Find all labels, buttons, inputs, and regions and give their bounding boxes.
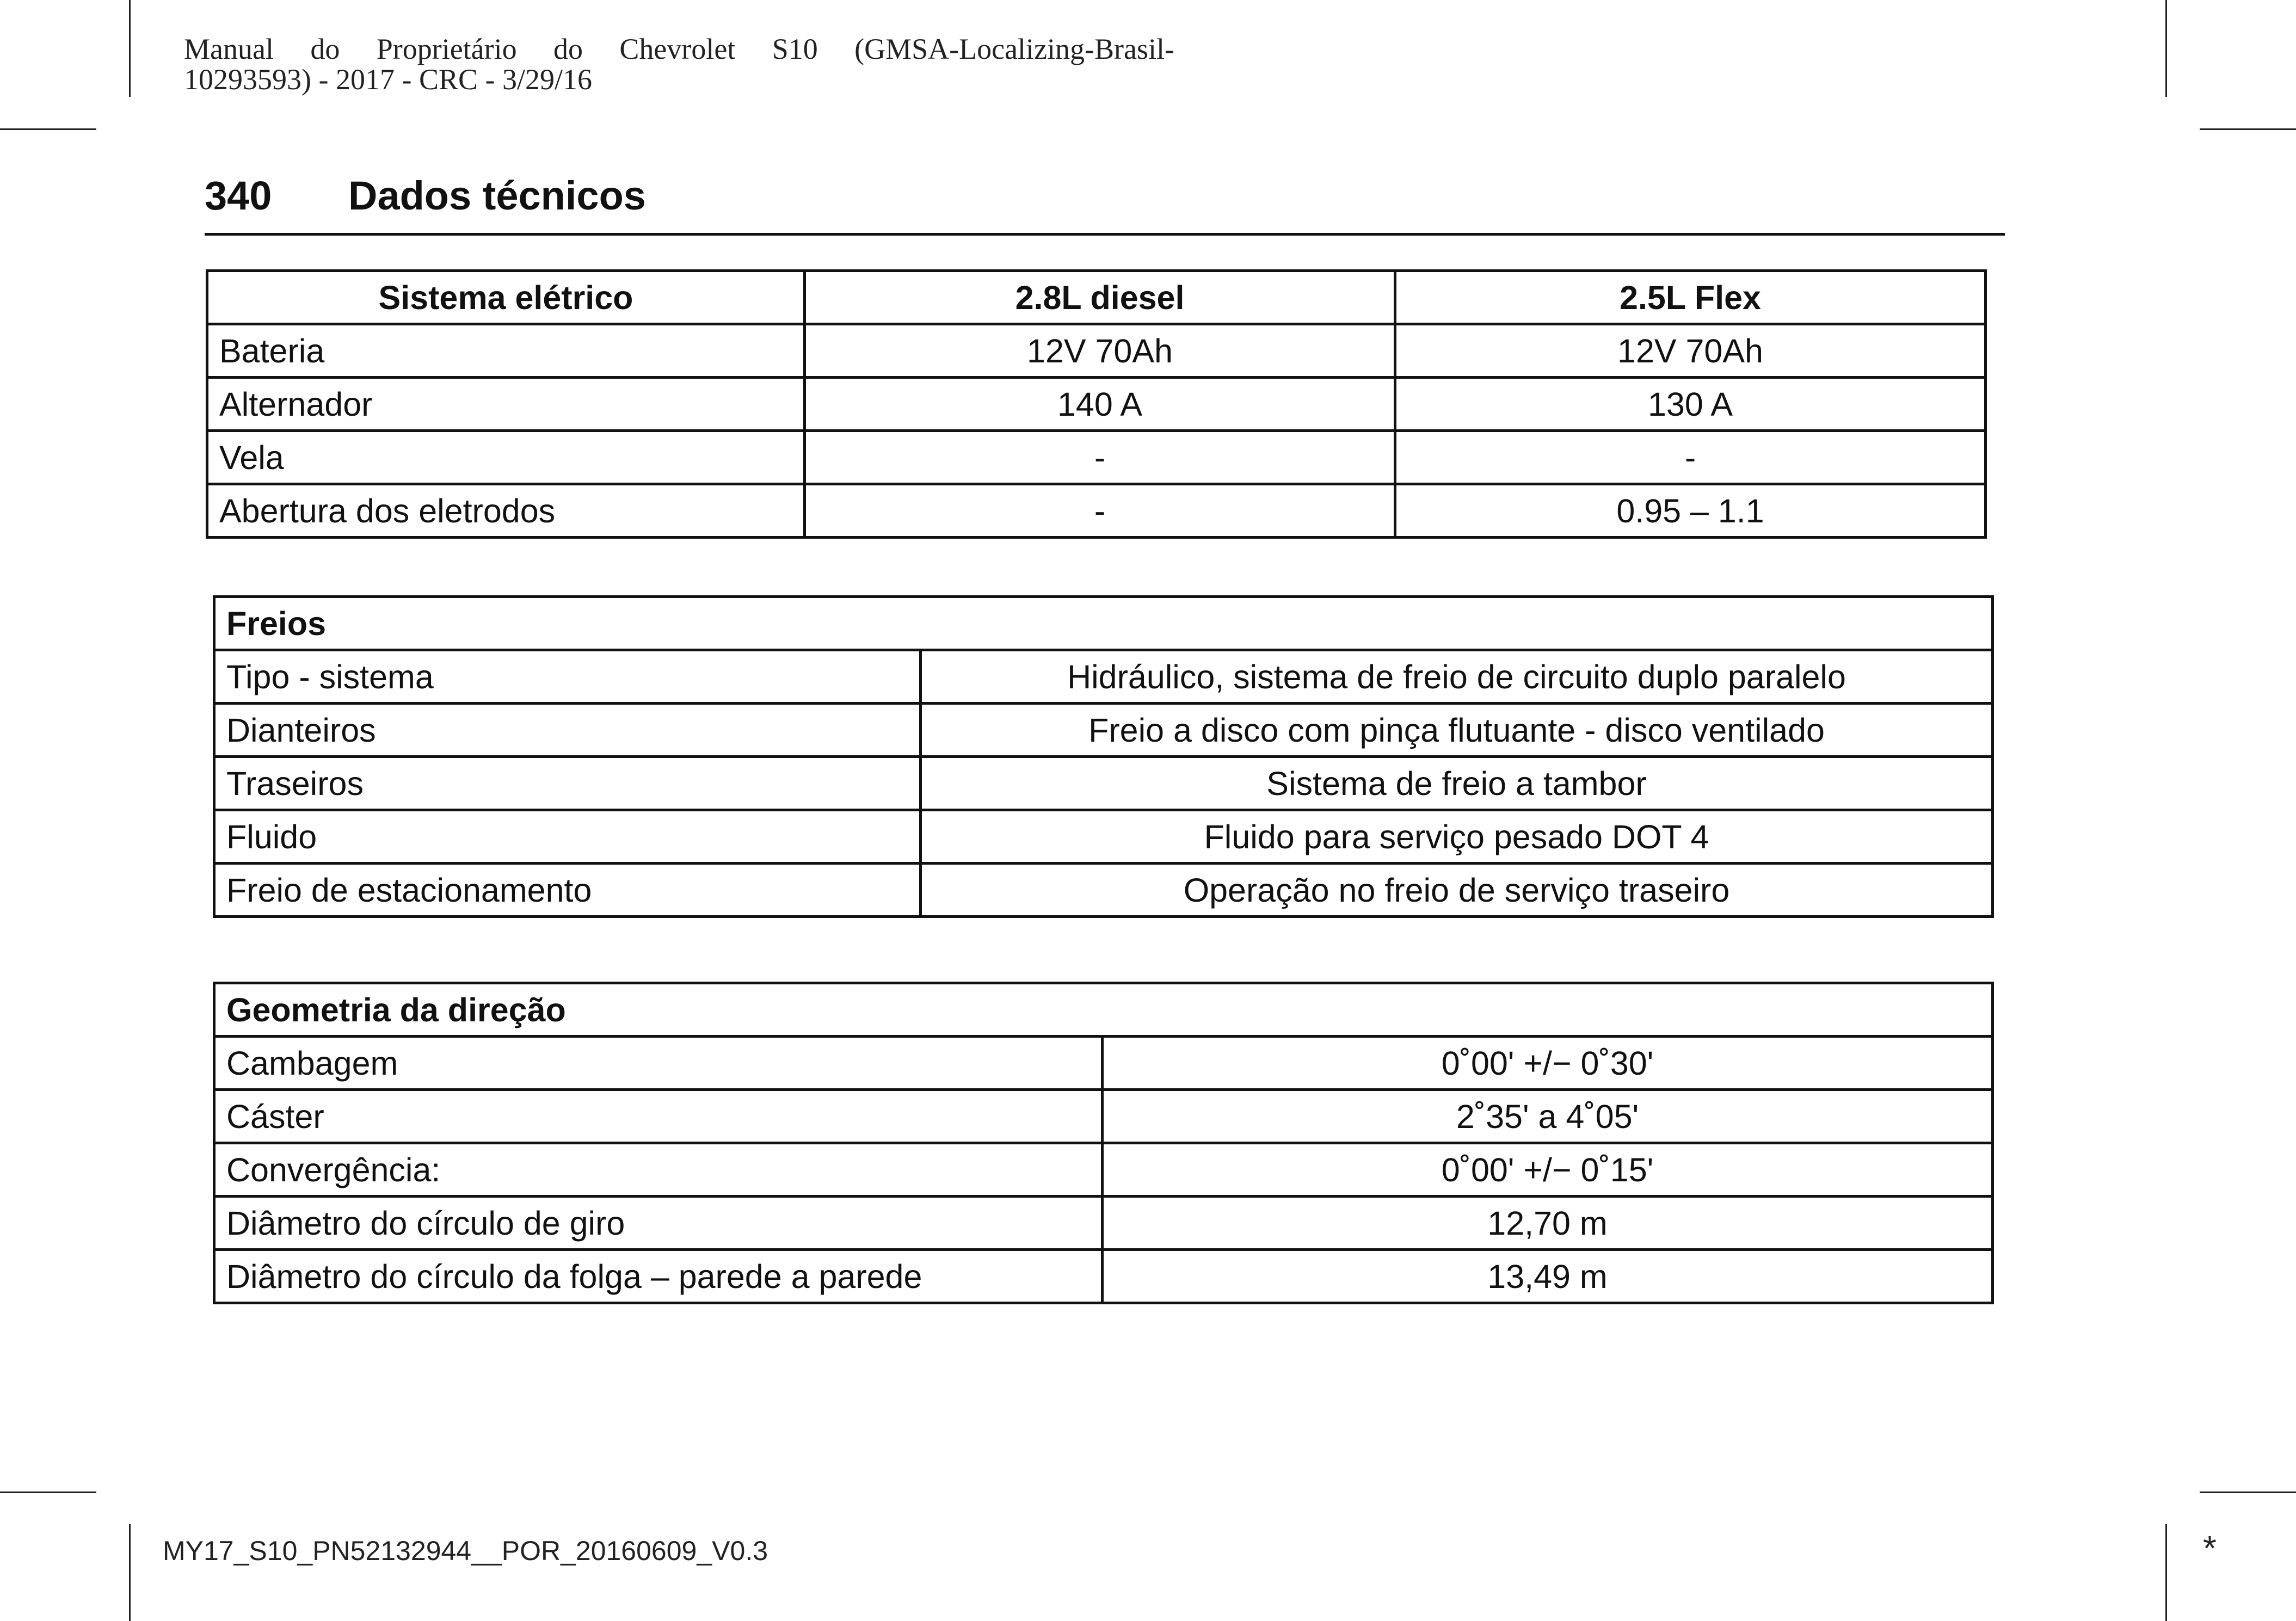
column-header: Sistema elétrico <box>207 271 805 324</box>
asterisk-mark: * <box>2203 1528 2217 1568</box>
row-value: Hidráulico, sistema de freio de circuito duplo paralelo <box>921 650 1993 704</box>
page-title: Dados técnicos <box>348 173 646 218</box>
document-header-line-1: Manual do Proprietário do Chevrolet S10 (GMSA-Localizing-Brasil- <box>184 33 1174 65</box>
diesel-value: - <box>805 431 1395 484</box>
table-title: Geometria da direção <box>214 983 1993 1037</box>
flex-value: 12V 70Ah <box>1395 324 1986 378</box>
column-header: 2.8L diesel <box>805 271 1395 324</box>
page-number: 340 <box>205 173 272 218</box>
row-label: Alternador <box>207 378 805 431</box>
row-label: Tipo - sistema <box>214 650 921 704</box>
title-divider <box>205 233 2005 236</box>
crop-mark-bottom-right-horizontal <box>2200 1491 2296 1493</box>
flex-value: 0.95 – 1.1 <box>1395 484 1986 538</box>
row-label: Cáster <box>214 1090 1103 1143</box>
diesel-value: - <box>805 484 1395 538</box>
row-value: 13,49 m <box>1103 1250 1993 1303</box>
crop-mark-bottom-left-horizontal <box>0 1491 96 1493</box>
crop-mark-top-left-vertical <box>129 0 131 97</box>
row-value: 12,70 m <box>1103 1197 1993 1250</box>
crop-mark-top-right-vertical <box>2165 0 2167 97</box>
row-label: Convergência: <box>214 1143 1103 1197</box>
row-label: Freio de estacionamento <box>214 864 921 917</box>
row-label: Bateria <box>207 324 805 378</box>
table-title-row <box>214 597 1993 650</box>
electrical-system-table <box>206 269 1987 539</box>
table-row <box>214 1250 1993 1303</box>
table-row <box>207 431 1986 484</box>
table-row <box>207 324 1986 378</box>
row-label: Diâmetro do círculo de giro <box>214 1197 1103 1250</box>
table-row <box>214 650 1993 704</box>
crop-mark-bottom-left-vertical <box>129 1524 131 1621</box>
row-value: Freio a disco com pinça flutuante - disco ventilado <box>921 704 1993 757</box>
row-value: Sistema de freio a tambor <box>921 757 1993 810</box>
footer-document-code: MY17_S10_PN52132944__POR_20160609_V0.3 <box>163 1536 768 1566</box>
row-label: Diâmetro do círculo da folga – parede a parede <box>214 1250 1103 1303</box>
table-row <box>214 1090 1993 1143</box>
table-row <box>214 1143 1993 1197</box>
row-label: Traseiros <box>214 757 921 810</box>
diesel-value: 140 A <box>805 378 1395 431</box>
brakes-table <box>213 595 1994 918</box>
crop-mark-top-right-horizontal <box>2200 128 2296 130</box>
row-label: Fluido <box>214 810 921 864</box>
document-header-line-2: 10293593) - 2017 - CRC - 3/29/16 <box>184 63 592 96</box>
table-row <box>214 1197 1993 1250</box>
row-value: 0˚00' +/− 0˚30' <box>1103 1037 1993 1090</box>
table-row <box>214 1037 1993 1090</box>
row-label: Vela <box>207 431 805 484</box>
row-value: Fluido para serviço pesado DOT 4 <box>921 810 1993 864</box>
diesel-value: 12V 70Ah <box>805 324 1395 378</box>
crop-mark-bottom-right-vertical <box>2165 1524 2167 1621</box>
flex-value: - <box>1395 431 1986 484</box>
table-row <box>214 810 1993 864</box>
row-value: 2˚35' a 4˚05' <box>1103 1090 1993 1143</box>
table-row <box>207 484 1986 538</box>
table-row <box>214 864 1993 917</box>
table-header-row <box>207 271 1986 324</box>
document-header <box>184 34 1174 95</box>
row-label: Abertura dos eletrodos <box>207 484 805 538</box>
table-row <box>214 704 1993 757</box>
flex-value: 130 A <box>1395 378 1986 431</box>
column-header: 2.5L Flex <box>1395 271 1986 324</box>
table-row <box>214 757 1993 810</box>
row-value: 0˚00' +/− 0˚15' <box>1103 1143 1993 1197</box>
row-label: Cambagem <box>214 1037 1103 1090</box>
table-row <box>207 378 1986 431</box>
table-title: Freios <box>214 597 1993 650</box>
table-title-row <box>214 983 1993 1037</box>
crop-mark-top-left-horizontal <box>0 128 96 130</box>
row-label: Dianteiros <box>214 704 921 757</box>
steering-geometry-table <box>213 982 1994 1304</box>
row-value: Operação no freio de serviço traseiro <box>921 864 1993 917</box>
